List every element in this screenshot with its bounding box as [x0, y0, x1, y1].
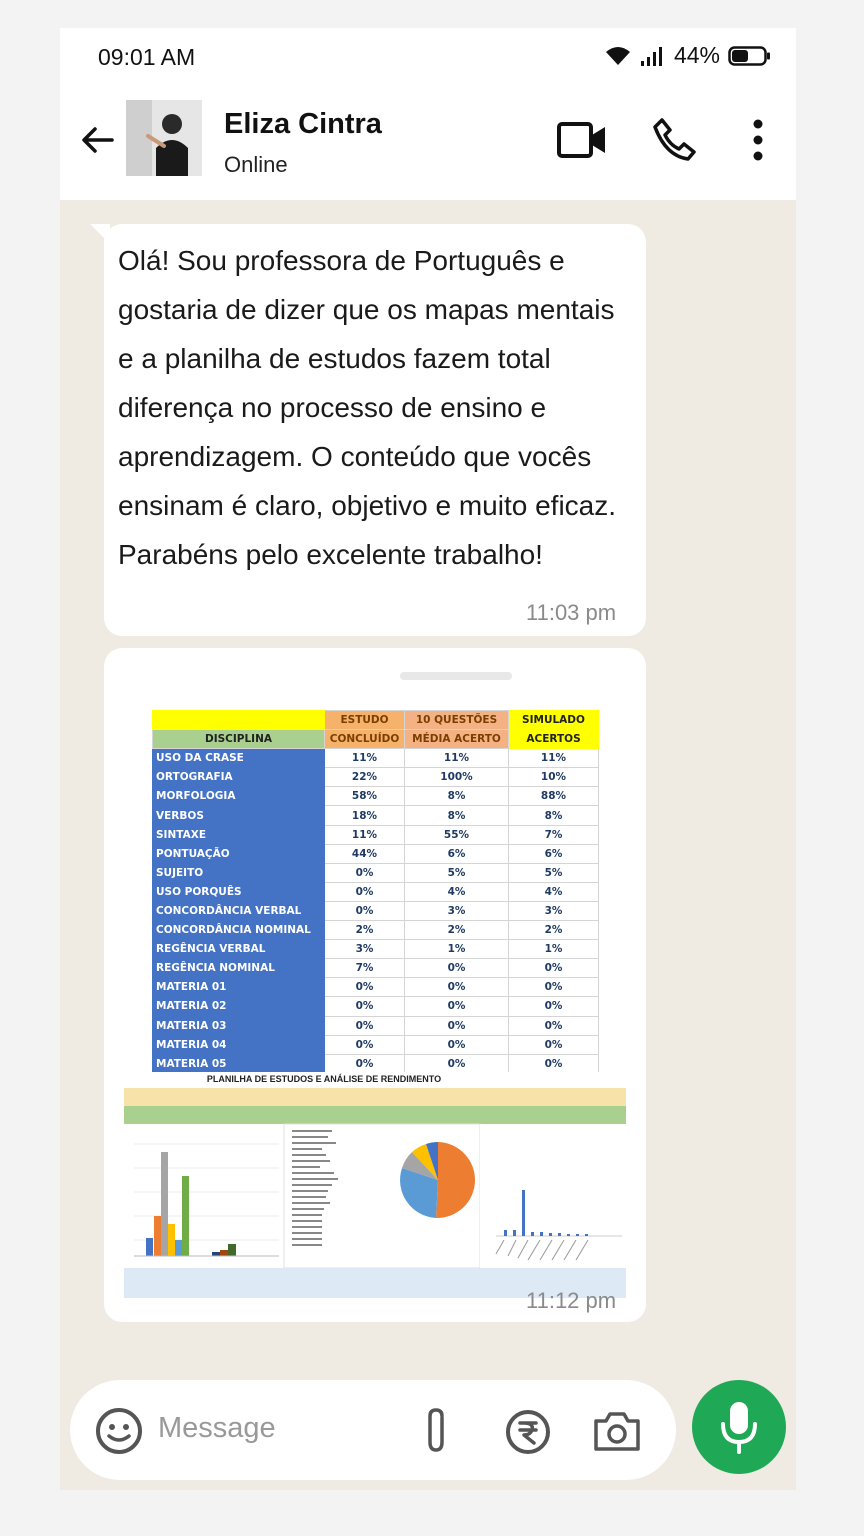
- percent-cell: 5%: [509, 863, 599, 882]
- column-header: CONCLUÍDO: [325, 730, 405, 749]
- table-row: [153, 1054, 599, 1073]
- percent-cell: 10%: [509, 768, 599, 787]
- dashboard-charts: [124, 1124, 626, 1268]
- sticker-icon[interactable]: [94, 1406, 144, 1456]
- percent-cell: 0%: [405, 1035, 509, 1054]
- chart-bar: [513, 1230, 516, 1236]
- chart-bar: [146, 1238, 153, 1256]
- mic-icon: [719, 1400, 759, 1454]
- percent-cell: 0%: [325, 978, 405, 997]
- discipline-cell: MATERIA 01: [153, 978, 325, 997]
- message-text: Olá! Sou professora de Português e gostaria de dizer que os mapas mentais e a planilha de estudos fazem total diferença no processo de ensino e aprendizagem. O conteúdo que vocês ensinam é claro, objetivo e muito eficaz. Parabéns pelo excelente trabalho!: [118, 245, 617, 570]
- table-row: [153, 825, 599, 844]
- percent-cell: 0%: [509, 1016, 599, 1035]
- message-composer[interactable]: [70, 1380, 676, 1480]
- bubble-tail: [90, 224, 110, 244]
- percent-cell: 0%: [509, 1035, 599, 1054]
- chart-bar: [504, 1230, 507, 1236]
- chart-bar: [228, 1244, 236, 1256]
- chart-bar: [558, 1233, 561, 1236]
- discipline-cell: MATERIA 03: [153, 1016, 325, 1035]
- percent-cell: 2%: [405, 921, 509, 940]
- discipline-cell: REGÊNCIA VERBAL: [153, 940, 325, 959]
- avatar[interactable]: [126, 100, 202, 176]
- spreadsheet-table: [152, 710, 599, 1074]
- message-input[interactable]: Message: [158, 1412, 276, 1444]
- percent-cell: 2%: [325, 921, 405, 940]
- percent-cell: 0%: [405, 1054, 509, 1073]
- video-call-icon[interactable]: [556, 120, 608, 160]
- discipline-cell: CONCORDÂNCIA VERBAL: [153, 901, 325, 920]
- percent-cell: 58%: [325, 787, 405, 806]
- table-row: [153, 768, 599, 787]
- percent-cell: 7%: [509, 825, 599, 844]
- percent-cell: 6%: [509, 844, 599, 863]
- status-time: 09:01 AM: [98, 44, 196, 70]
- discipline-cell: MATERIA 02: [153, 997, 325, 1016]
- percent-cell: 1%: [405, 940, 509, 959]
- status-bar: [60, 28, 796, 82]
- chart-bar: [585, 1234, 588, 1236]
- table-row: [153, 1035, 599, 1054]
- image-timestamp: 11:12 pm: [526, 1288, 617, 1313]
- column-header: MÉDIA ACERTO: [405, 730, 509, 749]
- percent-cell: 0%: [405, 978, 509, 997]
- image-message-bubble[interactable]: [104, 648, 646, 1322]
- percent-cell: 0%: [325, 1035, 405, 1054]
- percent-cell: 1%: [509, 940, 599, 959]
- discipline-cell: SUJEITO: [153, 863, 325, 882]
- percent-cell: 0%: [405, 959, 509, 978]
- table-row: [153, 787, 599, 806]
- discipline-cell: VERBOS: [153, 806, 325, 825]
- battery-icon: [728, 45, 772, 67]
- message-timestamp: 11:03 pm: [526, 600, 617, 625]
- percent-cell: 6%: [405, 844, 509, 863]
- percent-cell: 0%: [509, 997, 599, 1016]
- percent-cell: 88%: [509, 787, 599, 806]
- percent-cell: 18%: [325, 806, 405, 825]
- percent-cell: 4%: [509, 882, 599, 901]
- column-header: DISCIPLINA: [153, 730, 325, 749]
- discipline-cell: ORTOGRAFIA: [153, 768, 325, 787]
- camera-icon[interactable]: [592, 1410, 642, 1452]
- percent-cell: 0%: [509, 1054, 599, 1073]
- spreadsheet-image[interactable]: [152, 710, 598, 1070]
- table-row: [153, 863, 599, 882]
- phone-icon[interactable]: [652, 116, 698, 162]
- more-options-icon[interactable]: [750, 118, 766, 162]
- percent-cell: 8%: [509, 806, 599, 825]
- discipline-cell: MORFOLOGIA: [153, 787, 325, 806]
- percent-cell: 0%: [325, 1054, 405, 1073]
- battery-percent: 44%: [673, 42, 720, 68]
- table-row: [153, 806, 599, 825]
- percent-cell: 3%: [405, 901, 509, 920]
- percent-cell: 55%: [405, 825, 509, 844]
- pie-chart: [400, 1142, 475, 1218]
- spreadsheet-body: [153, 749, 599, 1074]
- signal-icon: [640, 45, 666, 67]
- discipline-cell: USO PORQUÊS: [153, 882, 325, 901]
- image-top-handle: [400, 672, 512, 680]
- percent-cell: 7%: [325, 959, 405, 978]
- column-header: ACERTOS: [509, 730, 599, 749]
- contact-name[interactable]: Eliza Cintra: [224, 108, 382, 140]
- chart-bar: [154, 1216, 161, 1256]
- percent-cell: 11%: [509, 749, 599, 768]
- wifi-icon: [604, 45, 632, 67]
- chat-header: [60, 82, 796, 200]
- mic-button[interactable]: [692, 1380, 786, 1474]
- percent-cell: 2%: [509, 921, 599, 940]
- dashboard-title: PLANILHA DE ESTUDOS E ANÁLISE DE RENDIMENTO: [206, 1074, 442, 1084]
- table-row: [153, 749, 599, 768]
- discipline-cell: MATERIA 04: [153, 1035, 325, 1054]
- message-bubble[interactable]: [104, 224, 646, 636]
- table-row: [153, 978, 599, 997]
- percent-cell: 0%: [405, 997, 509, 1016]
- percent-cell: 4%: [405, 882, 509, 901]
- percent-cell: 44%: [325, 844, 405, 863]
- chart-bar: [168, 1224, 175, 1256]
- percent-cell: 5%: [405, 863, 509, 882]
- percent-cell: 8%: [405, 806, 509, 825]
- contact-status: Online: [224, 152, 288, 177]
- chart-bar: [182, 1176, 189, 1256]
- phone-screen: [60, 28, 796, 1490]
- percent-cell: 3%: [509, 901, 599, 920]
- group-header: 10 QUESTÕES: [405, 711, 509, 730]
- percent-cell: 0%: [325, 863, 405, 882]
- percent-cell: 0%: [325, 901, 405, 920]
- dashboard-band: [124, 1106, 626, 1124]
- table-row: [153, 844, 599, 863]
- percent-cell: 0%: [325, 997, 405, 1016]
- status-indicators: [604, 42, 772, 69]
- discipline-cell: CONCORDÂNCIA NOMINAL: [153, 921, 325, 940]
- discipline-cell: MATERIA 05: [153, 1054, 325, 1073]
- percent-cell: 11%: [325, 825, 405, 844]
- group-header: SIMULADO: [509, 711, 599, 730]
- chart-bar: [531, 1232, 534, 1236]
- chart-bar: [576, 1234, 579, 1236]
- table-row: [153, 901, 599, 920]
- chart-bar: [212, 1252, 220, 1256]
- chart-bar: [175, 1240, 182, 1256]
- table-row: [153, 882, 599, 901]
- percent-cell: 0%: [325, 1016, 405, 1035]
- discipline-cell: PONTUAÇÃO: [153, 844, 325, 863]
- percent-cell: 0%: [509, 978, 599, 997]
- percent-cell: 0%: [509, 959, 599, 978]
- percent-cell: 11%: [325, 749, 405, 768]
- discipline-cell: REGÊNCIA NOMINAL: [153, 959, 325, 978]
- table-row: [153, 959, 599, 978]
- chart-bar: [522, 1190, 525, 1236]
- table-row: [153, 940, 599, 959]
- discipline-cell: SINTAXE: [153, 825, 325, 844]
- percent-cell: 0%: [405, 1016, 509, 1035]
- group-header: ESTUDO: [325, 711, 405, 730]
- back-arrow-icon[interactable]: [78, 120, 118, 160]
- percent-cell: 100%: [405, 768, 509, 787]
- percent-cell: 0%: [325, 882, 405, 901]
- table-row: [153, 1016, 599, 1035]
- dashboard-image[interactable]: [124, 1072, 626, 1298]
- chart-bar: [567, 1234, 570, 1236]
- percent-cell: 3%: [325, 940, 405, 959]
- chart-bar: [220, 1250, 228, 1256]
- dashboard-band: [124, 1088, 626, 1106]
- chart-bar: [540, 1232, 543, 1236]
- percent-cell: 22%: [325, 768, 405, 787]
- chart-bar: [161, 1152, 168, 1256]
- chart-bar: [549, 1233, 552, 1236]
- table-row: [153, 997, 599, 1016]
- percent-cell: 8%: [405, 787, 509, 806]
- table-row: [153, 921, 599, 940]
- discipline-cell: USO DA CRASE: [153, 749, 325, 768]
- percent-cell: 11%: [405, 749, 509, 768]
- rupee-payment-icon[interactable]: [504, 1408, 552, 1456]
- attach-icon[interactable]: [420, 1406, 452, 1456]
